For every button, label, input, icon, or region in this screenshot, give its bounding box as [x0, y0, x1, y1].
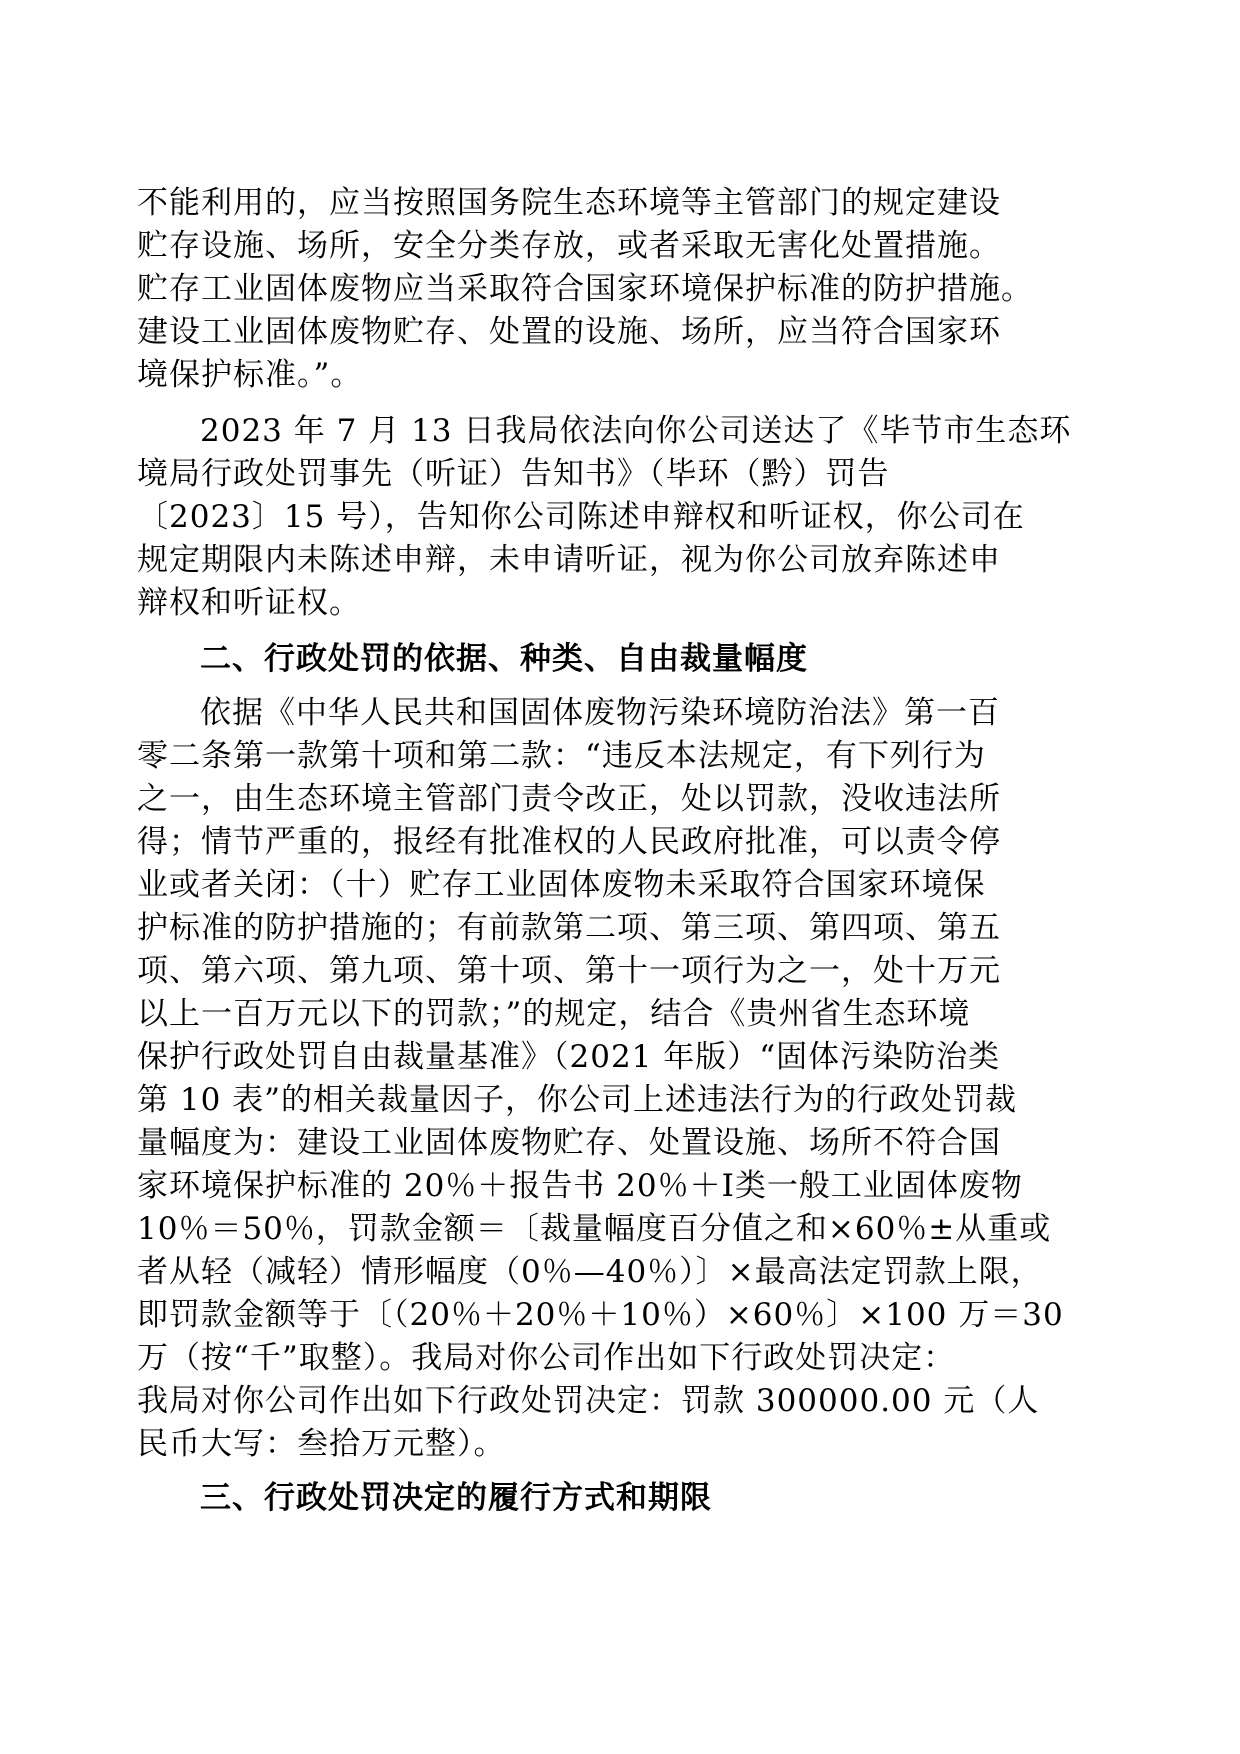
body-text-line: 民币大写：叁拾万元整）。	[137, 1426, 506, 1462]
body-text-line: 辩权和听证权。	[137, 585, 361, 621]
body-text-line: 规定期限内未陈述申辩，未申请听证，视为你公司放弃陈述申	[137, 542, 1001, 578]
body-text-line: 得；情节严重的，报经有批准权的人民政府批准，可以责令停	[137, 824, 1001, 860]
body-text-line: 万（按“千”取整）。我局对你公司作出如下行政处罚决定：	[137, 1340, 956, 1376]
body-text-line: 以上一百万元以下的罚款；”的规定，结合《贵州省生态环境	[137, 996, 971, 1032]
body-text-line: 业或者关闭：（十）贮存工业固体废物未采取符合国家环境保	[137, 867, 986, 903]
body-text-line: 贮存工业固体废物应当采取符合国家环境保护标准的防护措施。	[137, 271, 1033, 307]
body-text-line: 量幅度为：建设工业固体废物贮存、处置设施、场所不符合国	[137, 1125, 1001, 1161]
body-text-line: 建设工业固体废物贮存、处置的设施、场所，应当符合国家环	[137, 314, 1001, 350]
body-text-line: 境保护标准。”。	[137, 357, 363, 393]
body-text-line: 零二条第一款第十项和第二款：“违反本法规定，有下列行为	[137, 738, 986, 774]
body-text-line: 家环境保护标准的 20％＋报告书 20％＋Ⅰ类一般工业固体废物	[137, 1168, 1023, 1204]
body-text-line: 护标准的防护措施的；有前款第二项、第三项、第四项、第五	[137, 910, 1001, 946]
body-text-line: 2023 年 7 月 13 日我局依法向你公司送达了《毕节市生态环	[200, 413, 1072, 449]
body-text-line: 项、第六项、第九项、第十项、第十一项行为之一，处十万元	[137, 953, 1001, 989]
body-text-line: 即罚款金额等于〔（20％＋20％＋10％）×60％〕×100 万＝30	[137, 1297, 1064, 1333]
body-text-line: 第 10 表”的相关裁量因子，你公司上述违法行为的行政处罚裁	[137, 1082, 1017, 1118]
body-text-line: 〔2023〕15 号），告知你公司陈述申辩权和听证权，你公司在	[137, 499, 1025, 535]
body-text-line: 之一，由生态环境主管部门责令改正，处以罚款，没收违法所	[137, 781, 1001, 817]
body-text-line: 我局对你公司作出如下行政处罚决定：罚款 300000.00 元（人	[137, 1383, 1040, 1419]
body-text-line: 贮存设施、场所，安全分类存放，或者采取无害化处置措施。	[137, 228, 1001, 264]
body-text-line: 不能利用的，应当按照国务院生态环境等主管部门的规定建设	[137, 185, 1001, 221]
section-heading: 二、行政处罚的依据、种类、自由裁量幅度	[200, 641, 808, 677]
body-text-line: 依据《中华人民共和国固体废物污染环境防治法》第一百	[200, 695, 1000, 731]
body-text-line: 保护行政处罚自由裁量基准》（2021 年版）“固体污染防治类	[137, 1039, 1001, 1075]
body-text-line: 境局行政处罚事先（听证）告知书》（毕环（黔）罚告	[137, 456, 890, 492]
body-text-line: 者从轻（减轻）情形幅度（0％—40％）〕×最高法定罚款上限，	[137, 1254, 1043, 1290]
body-text-line: 10％＝50％，罚款金额＝〔裁量幅度百分值之和×60％±从重或	[137, 1211, 1052, 1247]
section-heading: 三、行政处罚决定的履行方式和期限	[200, 1480, 712, 1516]
